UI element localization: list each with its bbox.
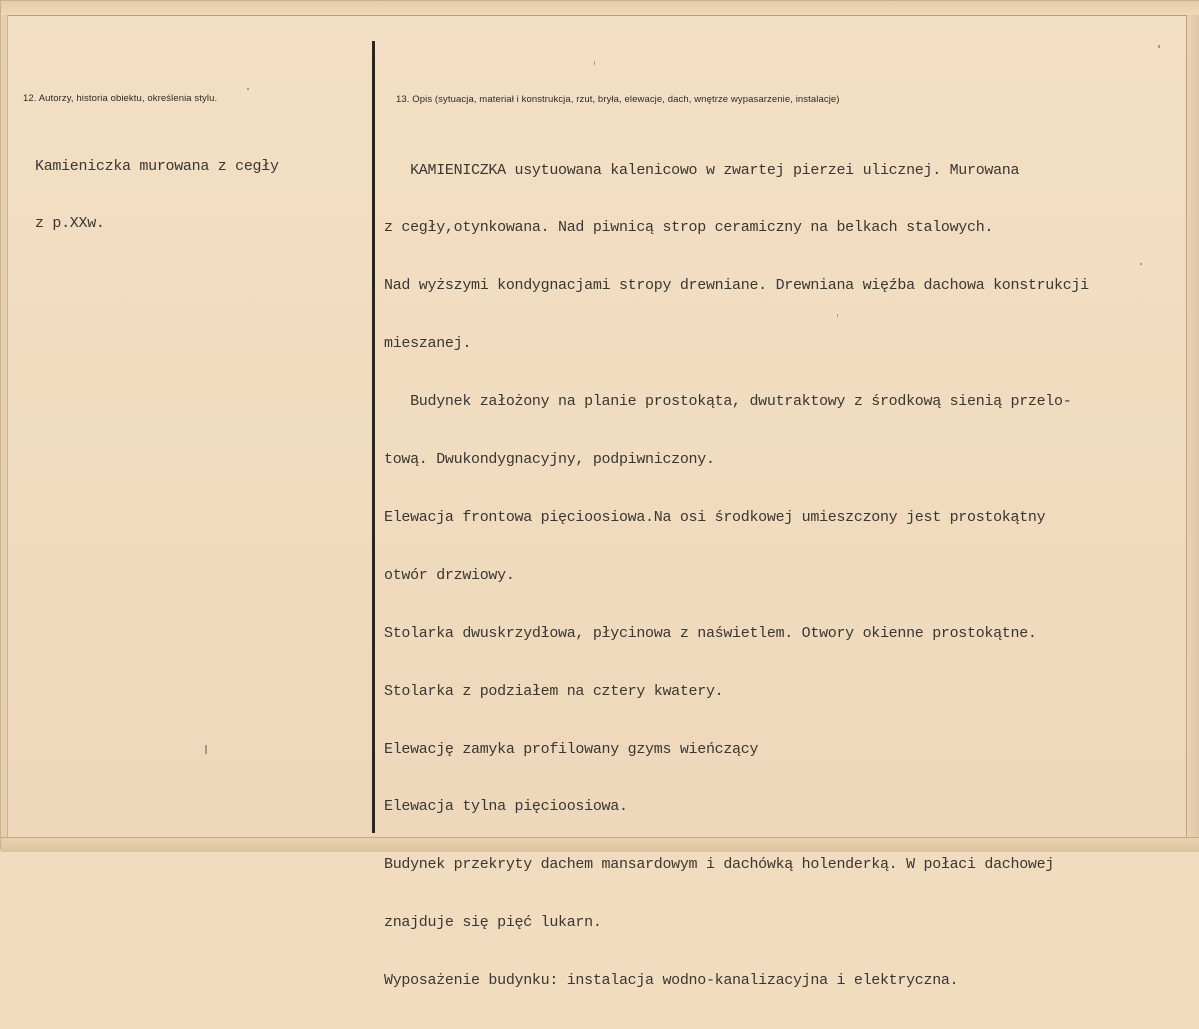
field-13-line: otwór drzwiowy. <box>384 566 515 584</box>
field-13-line: Stolarka dwuskrzydłowa, płycinowa z naświetlem. Otwory okienne prostokątne. <box>384 624 1037 642</box>
field-13-line: znajduje się pięć lukarn. <box>384 914 602 932</box>
field-13-label: 13. Opis (sytuacja, materiał i konstrukcja, rzut, bryła, elewacje, dach, wnętrze wypasarzenie, instalacje) <box>396 94 840 105</box>
field-13-line: Wyposażenie budynku: instalacja wodno-kanalizacyjna i elektryczna. <box>384 972 959 990</box>
right-paper-edge <box>1186 15 1199 837</box>
field-13-line: Elewację zamyka profilowany gzyms wieńczący <box>384 740 759 758</box>
paper-speck <box>1140 263 1142 265</box>
paper-speck <box>594 61 595 65</box>
field-13-line: Nad wyższymi kondygnacjami stropy drewniane. Drewniana więźba dachowa konstrukcji <box>384 277 1089 295</box>
paper-speck <box>205 745 207 754</box>
field-12-line: Kamieniczka murowana z cegły <box>35 157 279 175</box>
paper-speck <box>837 314 838 317</box>
field-13-line: Budynek założony na planie prostokąta, dwutraktowy z środkową sienią przelo- <box>384 393 1072 411</box>
field-13-line: Budynek przekryty dachem mansardowym i dachówką holenderką. W połaci dachowej <box>384 856 1055 874</box>
field-13-text <box>384 122 1089 1029</box>
paper-speck <box>1158 45 1160 48</box>
left-paper-edge <box>1 15 8 837</box>
field-13-line: tową. Dwukondygnacyjny, podpiwniczony. <box>384 451 715 469</box>
field-13-line: KAMIENICZKA usytuowana kalenicowo w zwartej pierzei ulicznej. Murowana <box>384 161 1020 179</box>
top-paper-edge <box>1 1 1199 16</box>
field-13-line: Stolarka z podziałem na cztery kwatery. <box>384 682 724 700</box>
field-12-text <box>35 118 279 272</box>
field-13-line: Elewacja frontowa pięcioosiowa.Na osi środkowej umieszczony jest prostokątny <box>384 508 1046 526</box>
field-13-line: mieszanej. <box>384 335 472 353</box>
column-divider <box>372 41 375 833</box>
field-12-line: z p.XXw. <box>35 215 105 233</box>
field-13-line: z cegły,otynkowana. Nad piwnicą strop ceramiczny na belkach stalowych. <box>384 219 994 237</box>
field-13-line: Elewacja tylna pięcioosiowa. <box>384 798 628 816</box>
paper-speck <box>247 88 249 90</box>
field-12-label: 12. Autorzy, historia obiektu, określenia stylu. <box>23 93 218 104</box>
